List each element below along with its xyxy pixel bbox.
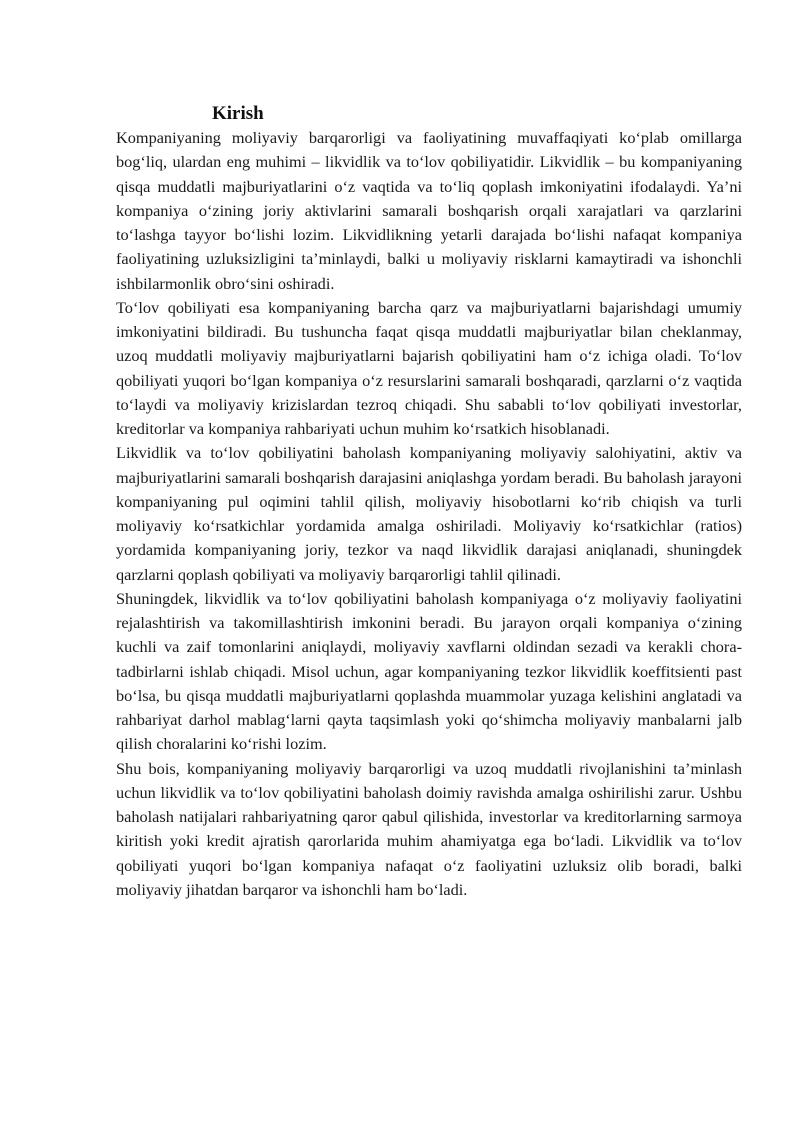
paragraph-solvency-definition: To‘lov qobiliyati esa kompaniyaning barcha qarz va majburiyatlarni bajarishdagi umumiy imkoniyatini bildiradi. Bu tushuncha faqat qisqa muddatli majburiyatlar bilan cheklanmay, uzoq muddatli moliyaviy majburiyatlarni bajarish qobiliyatini ham o‘z ichiga oladi. To‘lov qobiliyati yuqori bo‘lgan kompaniya o‘z resurslarini samarali boshqaradi, qarzlarni o‘z vaqtida to‘laydi va moliyaviy krizislardan tezroq chiqadi. Shu sababli to‘lov qobiliyati investorlar, kreditorlar va kompaniya rahbariyati uchun muhim ko‘rsatkich hisoblanadi.: [116, 297, 742, 438]
paragraph-planning-benefits: Shuningdek, likvidlik va to‘lov qobiliyatini baholash kompaniyaga o‘z moliyaviy faoliyatini rejalashtirish va takomillashtirish imkonini beradi. Bu jarayon orqali kompaniya o‘zining kuchli va zaif tomonlarini aniqlaydi, moliyaviy xavflarni oldindan sezadi va kerakli chora-tadbirlarni ishlab chiqadi. Misol uchun, agar kompaniyaning tezkor likvidlik koeffitsienti past bo‘lsa, bu qisqa muddatli majburiyatlarni qoplashda muammolar yuzaga kelishini anglatadi va rahbariyat darhol mablag‘larni qayta taqsimlash yoki qo‘shimcha moliyaviy manbalarni jalb qilish choralarini ko‘rishi lozim.: [116, 588, 742, 754]
paragraph-assessment-methods: Likvidlik va to‘lov qobiliyatini baholash kompaniyaning moliyaviy salohiyatini, aktiv va majburiyatlarini samarali boshqarish darajasini aniqlashga yordam beradi. Bu baholash jarayoni kompaniyaning pul oqimini tahlil qilish, moliyaviy hisobotlarni ko‘rib chiqish va turli moliyaviy ko‘rsatkichlar yordamida amalga oshiriladi. Moliyaviy ko‘rsatkichlar (ratios) yordamida kompaniyaning joriy, tezkor va naqd likvidlik darajasi aniqlanadi, shuningdek qarzlarni qoplash qobiliyati va moliyaviy barqarorligi tahlil qilinadi.: [116, 443, 742, 584]
paragraph-liquidity-definition: Kompaniyaning moliyaviy barqarorligi va faoliyatining muvaffaqiyati ko‘plab omillarga bog‘liq, ulardan eng muhimi – likvidlik va to‘lov qobiliyatidir. Likvidlik – bu kompaniyaning qisqa muddatli majburiyatlarini o‘z vaqtida va to‘liq qoplash imkoniyatini ifodalaydi. Ya’ni kompaniya o‘zining joriy aktivlarini samarali boshqarish orqali xarajatlari va qarzlarini to‘lashga tayyor bo‘lishi lozim. Likvidlikning yetarli darajada bo‘lishi nafaqat kompaniya faoliyatining uzluksizligini ta’minlaydi, balki u moliyaviy risklarni kamaytiradi va ishonchli ishbilarmonlik obro‘sini oshiradi.: [116, 128, 742, 293]
document-body: [116, 102, 742, 902]
paragraph-conclusion: Shu bois, kompaniyaning moliyaviy barqarorligi va uzoq muddatli rivojlanishini ta’minlash uchun likvidlik va to‘lov qobiliyatini baholash doimiy ravishda amalga oshirilishi zarur. Ushbu baholash natijalari rahbariyatning qaror qabul qilishida, investorlar va kreditorlarning sarmoya kiritish yoki kredit ajratish qarorlarida muhim ahamiyatga ega bo‘ladi. Likvidlik va to‘lov qobiliyati yuqori bo‘lgan kompaniya nafaqat o‘z faoliyatini uzluksiz olib boradi, balki moliyaviy jihatdan barqaror va ishonchli ham bo‘ladi.: [116, 758, 742, 899]
page-title: Kirish: [212, 103, 264, 124]
